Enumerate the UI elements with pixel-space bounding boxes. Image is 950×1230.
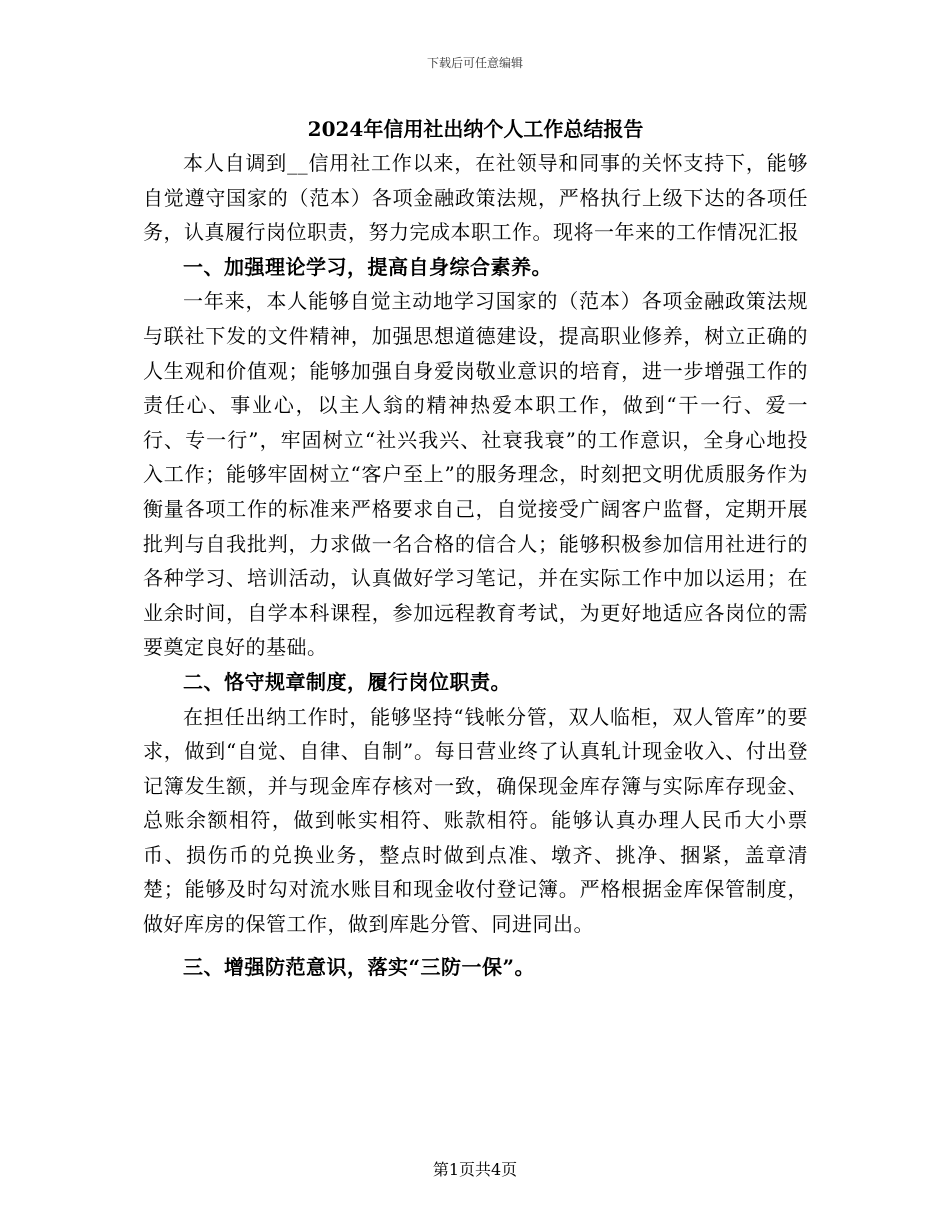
document-title: 2024年信用社出纳个人工作总结报告 <box>307 117 644 141</box>
header-note: 下载后可任意编辑 <box>426 56 523 70</box>
document-body <box>143 112 808 984</box>
section-2-body: 在担任出纳工作时，能够坚持“钱帐分管，双人临柜，双人管库”的要求，做到“自觉、自律、自制”。每日营业终了认真轧计现金收入、付出登记簿发生额，并与现金库存核对一致，确保现金库存簿与实际库存现金、总账余额相符，做到帐实相符、账款相符。能够认真办理人民币大小票币、损伤币的兑换业务，整点时做到点准、墩齐、挑净、捆紧，盖章清楚；能够及时勾对流水账目和现金收付登记簿。严格根据金库保管制度，做好库房的保管工作，做到库匙分管、同进同出。 <box>143 704 808 937</box>
section-1-heading: 一、加强理论学习，提高自身综合素养。 <box>183 254 552 279</box>
section-1-body: 一年来，本人能够自觉主动地学习国家的（范本）各项金融政策法规与联社下发的文件精神，加强思想道德建设，提高职业修养，树立正确的人生观和价值观；能够加强自身爱岗敬业意识的培育，进一步增强工作的责任心、事业心，以主人翁的精神热爱本职工作，做到“干一行、爱一行、专一行”，牢固树立“社兴我兴、社衰我衰”的工作意识，全身心地投入工作；能够牢固树立“客户至上”的服务理念，时刻把文明优质服务作为衡量各项工作的标准来严格要求自己，自觉接受广阔客户监督，定期开展批判与自我批判，力求做一名合格的信合人；能够积极参加信用社进行的各种学习、培训活动，认真做好学习笔记，并在实际工作中加以运用；在业余时间，自学本科课程，参加远程教育考试，为更好地适应各岗位的需要奠定良好的基础。 <box>143 289 808 660</box>
intro-paragraph: 本人自调到__信用社工作以来，在社领导和同事的关怀支持下，能够自觉遵守国家的（范本）各项金融政策法规，严格执行上级下达的各项任务，认真履行岗位职责，努力完成本职工作。现将一年来的工作情况汇报 <box>143 151 808 245</box>
section-3-heading: 三、增强防范意识，落实“三防一保”。 <box>183 954 536 979</box>
section-2-heading: 二、恪守规章制度，履行岗位职责。 <box>183 669 511 694</box>
page-number: 第1页共4页 <box>432 1160 518 1179</box>
